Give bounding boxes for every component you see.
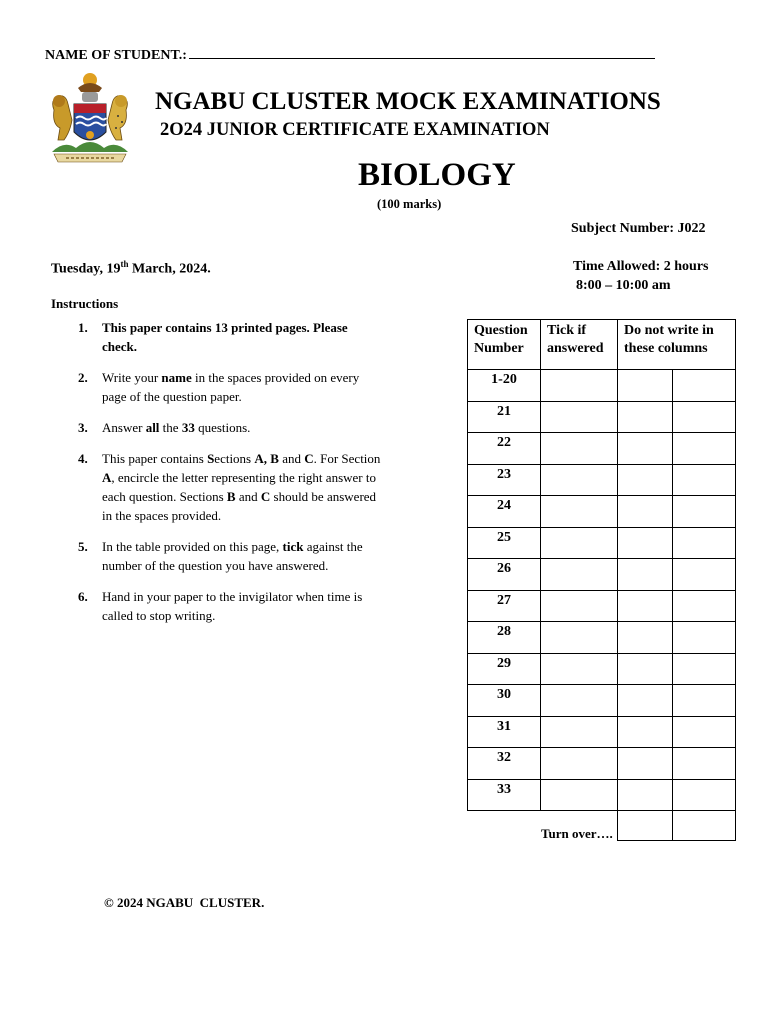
instruction-text: all	[145, 420, 160, 435]
tick-cell[interactable]	[541, 653, 618, 685]
instruction-text: B	[226, 489, 236, 504]
examiner-cell	[673, 496, 736, 528]
question-number-cell: 24	[468, 496, 541, 528]
table-row	[468, 527, 736, 559]
instruction-text: and	[235, 489, 261, 504]
examiner-cell	[673, 748, 736, 780]
instruction-text: should be answered in the spaces provided.	[102, 489, 377, 523]
question-number-cell: 25	[468, 527, 541, 559]
student-name-label: NAME OF STUDENT.:	[45, 48, 187, 63]
turn-over-note: Turn over….	[541, 826, 613, 841]
tick-cell[interactable]	[541, 622, 618, 654]
instruction-text: tick	[282, 539, 304, 554]
examiner-cell	[618, 622, 673, 654]
instruction-text: the	[159, 420, 182, 435]
examiner-total-cell	[673, 811, 736, 841]
header-tick-if-answered: Tick if answered	[541, 320, 618, 370]
instruction-item	[72, 418, 382, 437]
tick-cell[interactable]	[541, 433, 618, 465]
instruction-item	[72, 368, 382, 406]
instruction-item	[72, 449, 382, 525]
table-row	[468, 779, 736, 811]
table-header-row	[468, 320, 736, 370]
exam-name: 2O24 JUNIOR CERTIFICATE EXAMINATION	[160, 120, 550, 140]
header-do-not-write: Do not write in these columns	[618, 320, 736, 370]
table-row	[468, 464, 736, 496]
exam-date-day: Tuesday, 19	[51, 261, 121, 277]
instruction-text: Write your	[102, 370, 162, 385]
tick-cell[interactable]	[541, 527, 618, 559]
instruction-text: C	[260, 489, 271, 504]
table-row	[468, 401, 736, 433]
table-row	[468, 622, 736, 654]
instruction-text: Answer	[102, 420, 146, 435]
instruction-text: , encircle the letter representing the right answer to each question. Sections	[102, 470, 376, 504]
tick-cell[interactable]	[541, 401, 618, 433]
instruction-number: 1.	[78, 320, 88, 335]
table-row	[468, 433, 736, 465]
examiner-cell	[673, 622, 736, 654]
student-name-blank[interactable]	[189, 45, 655, 59]
instruction-text: . For Section	[313, 451, 381, 466]
instruction-text: questions.	[194, 420, 251, 435]
examiner-cell	[673, 716, 736, 748]
examiner-cell	[673, 401, 736, 433]
instruction-number: 4.	[78, 451, 88, 466]
instruction-text: Hand in your paper to the invigilator when time is called to stop writing.	[102, 589, 363, 623]
examiner-cell	[673, 653, 736, 685]
instruction-text: against the number of the question you have answered.	[102, 539, 363, 573]
examiner-cell	[618, 748, 673, 780]
exam-date	[51, 259, 211, 278]
instruction-item	[72, 587, 382, 625]
header-question-number: Question Number	[468, 320, 541, 370]
instruction-text: A, B	[254, 451, 279, 466]
copyright-notice: © 2024 NGABU CLUSTER.	[104, 895, 265, 910]
table-row	[468, 748, 736, 780]
question-number-cell: 28	[468, 622, 541, 654]
subject-title: BIOLOGY	[358, 157, 516, 193]
time-allowed: Time Allowed: 2 hours	[573, 259, 709, 274]
examiner-cell	[618, 716, 673, 748]
tick-cell[interactable]	[541, 685, 618, 717]
table-row	[468, 653, 736, 685]
question-number-cell: 1-20	[468, 370, 541, 402]
examiner-cell	[618, 653, 673, 685]
total-marks: (100 marks)	[377, 197, 442, 211]
instruction-text: S	[207, 451, 215, 466]
exam-board-title: NGABU CLUSTER MOCK EXAMINATIONS	[155, 88, 661, 115]
examiner-cell	[673, 370, 736, 402]
instruction-item	[72, 318, 382, 356]
answer-tick-table	[467, 319, 736, 841]
instruction-number: 2.	[78, 370, 88, 385]
tick-cell[interactable]	[541, 496, 618, 528]
question-number-cell: 29	[468, 653, 541, 685]
examiner-cell	[618, 464, 673, 496]
table-row	[468, 685, 736, 717]
table-row	[468, 716, 736, 748]
instruction-text: In the table provided on this page,	[102, 539, 283, 554]
instructions-list	[72, 318, 382, 625]
question-number-cell: 27	[468, 590, 541, 622]
instruction-text: A	[102, 470, 112, 485]
instruction-item	[72, 537, 382, 575]
instructions-heading: Instructions	[51, 296, 119, 311]
tick-cell[interactable]	[541, 559, 618, 591]
instruction-text: C	[304, 451, 314, 466]
examiner-cell	[673, 559, 736, 591]
examiner-cell	[673, 433, 736, 465]
examiner-cell	[618, 685, 673, 717]
instruction-number: 5.	[78, 539, 88, 554]
tick-cell[interactable]	[541, 370, 618, 402]
examiner-cell	[618, 433, 673, 465]
tick-cell[interactable]	[541, 716, 618, 748]
examiner-cell	[618, 527, 673, 559]
examiner-cell	[673, 464, 736, 496]
instruction-number: 3.	[78, 420, 88, 435]
tick-cell[interactable]	[541, 464, 618, 496]
question-number-cell: 26	[468, 559, 541, 591]
question-number-cell: 32	[468, 748, 541, 780]
examiner-cell	[618, 496, 673, 528]
question-number-cell: 21	[468, 401, 541, 433]
instruction-text: This paper contains 13 printed pages. Please check.	[102, 320, 348, 354]
question-number-cell: 30	[468, 685, 541, 717]
instruction-text: and	[278, 451, 305, 466]
tick-cell[interactable]	[541, 748, 618, 780]
instruction-text: in the spaces provided on every page of the question paper.	[102, 370, 360, 404]
tick-cell[interactable]	[541, 779, 618, 811]
tick-cell[interactable]	[541, 590, 618, 622]
instruction-text: ections	[214, 451, 255, 466]
empty-cell	[468, 811, 541, 841]
question-number-cell: 33	[468, 779, 541, 811]
examiner-cell	[673, 590, 736, 622]
examiner-cell	[673, 685, 736, 717]
exam-date-suffix: th	[120, 259, 129, 269]
exam-date-rest: March, 2024.	[128, 261, 211, 277]
student-name-line	[45, 45, 655, 64]
examiner-cell	[618, 590, 673, 622]
instruction-text: This paper contains	[102, 451, 208, 466]
examiner-cell	[673, 779, 736, 811]
examiner-cell	[618, 370, 673, 402]
examiner-cell	[673, 527, 736, 559]
table-row	[468, 496, 736, 528]
examiner-total-cell	[618, 811, 673, 841]
subject-number: Subject Number: J022	[571, 221, 706, 236]
instruction-text: name	[161, 370, 192, 385]
question-number-cell: 31	[468, 716, 541, 748]
instruction-number: 6.	[78, 589, 88, 604]
table-row	[468, 370, 736, 402]
instruction-text: 33	[181, 420, 195, 435]
question-number-cell: 22	[468, 433, 541, 465]
time-range: 8:00 – 10:00 am	[576, 278, 671, 293]
examiner-cell	[618, 779, 673, 811]
examiner-cell	[618, 559, 673, 591]
malawi-coat-of-arms-icon	[44, 70, 136, 165]
table-row	[468, 559, 736, 591]
examiner-cell	[618, 401, 673, 433]
table-row	[468, 590, 736, 622]
question-number-cell: 23	[468, 464, 541, 496]
